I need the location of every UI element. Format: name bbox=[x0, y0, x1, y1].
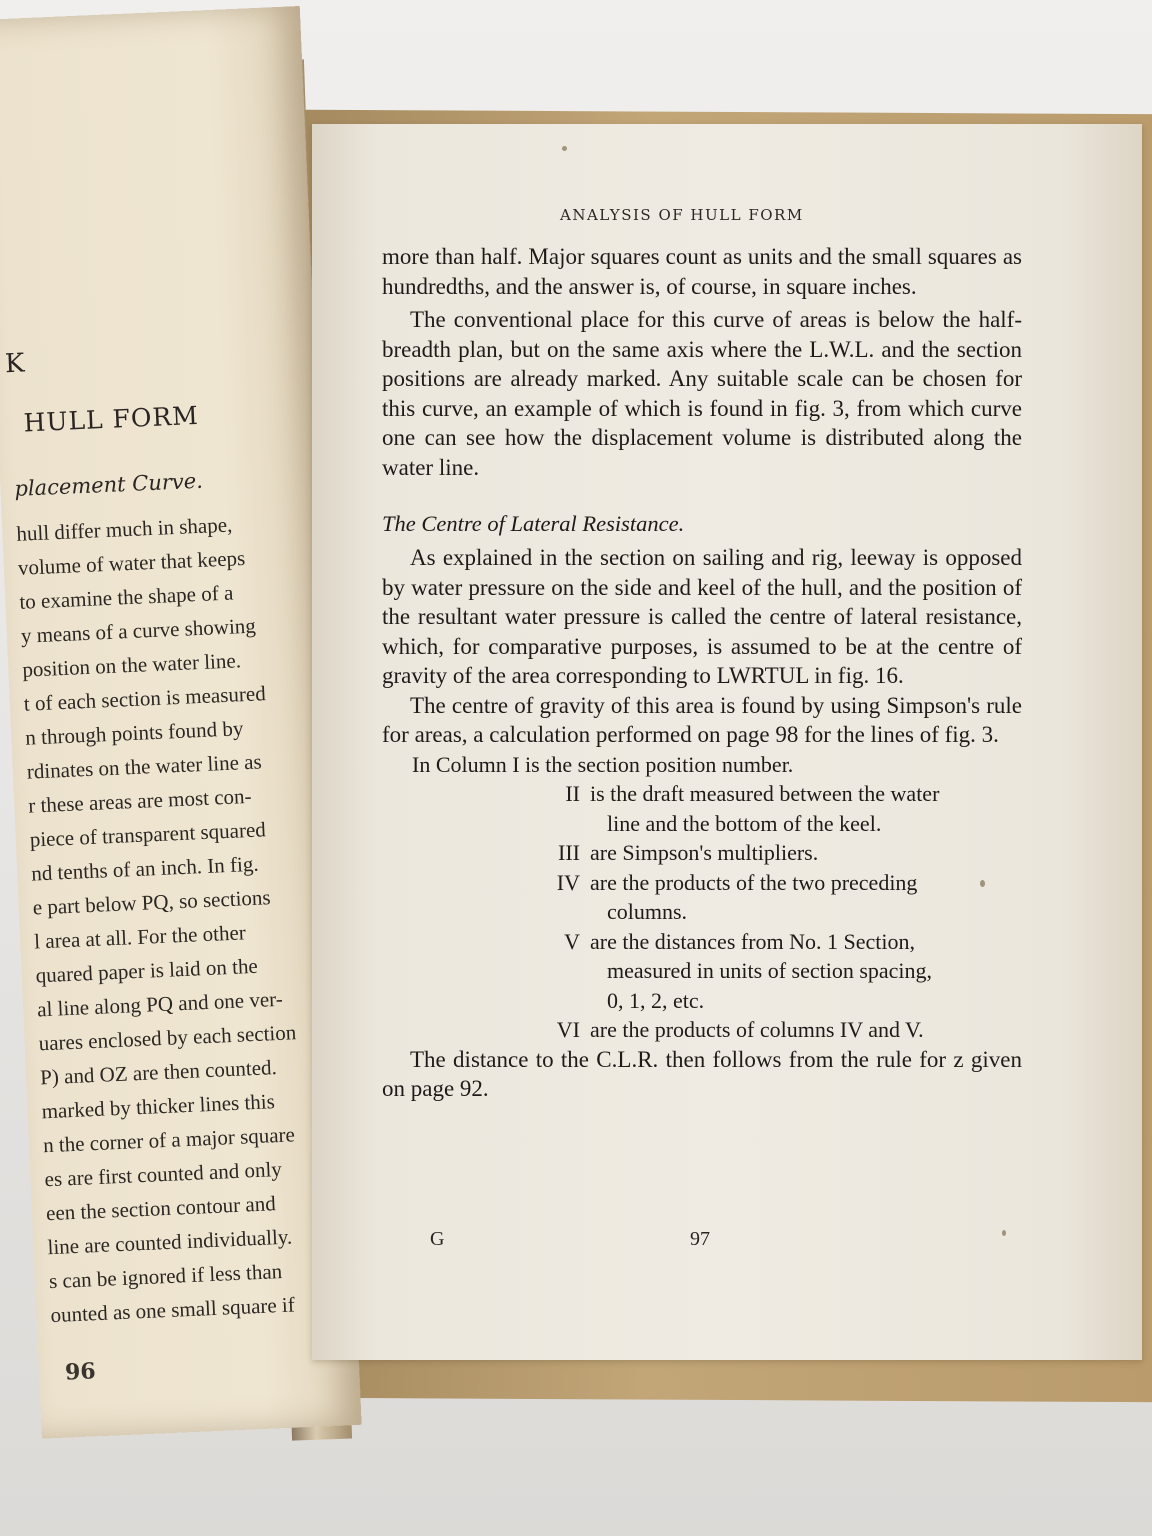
left-page-line: t of each section is measured bbox=[23, 681, 267, 716]
signature-mark: G bbox=[430, 1228, 445, 1250]
column-numeral: II bbox=[565, 781, 580, 806]
left-page-line: piece of transparent squared bbox=[29, 817, 267, 852]
left-page-line: n through points found by bbox=[24, 716, 244, 750]
paragraph-clr: As explained in the section on sailing and rig, leeway is opposed by water pressure on the side and keel of the hull, and the position of the resultant water pressure is called the centre of lateral resistance, which, for comparative purposes, is assumed to be at the centre of gravity of the area corresponding to LWRTUL in fig. 16. bbox=[382, 545, 1022, 688]
left-page-line: ounted as one small square if bbox=[50, 1292, 296, 1328]
paragraph-conclusion: The distance to the C.L.R. then follows from the rule for z given on page 92. bbox=[382, 1046, 1022, 1101]
left-page bbox=[0, 6, 362, 1439]
column-item bbox=[382, 838, 1022, 868]
column-description-continued: 0, 1, 2, etc. bbox=[607, 987, 705, 1013]
running-head: ANALYSIS OF HULL FORM bbox=[560, 206, 804, 224]
column-description: are Simpson's multipliers. bbox=[590, 840, 819, 865]
left-page-line: to examine the shape of a bbox=[18, 580, 234, 614]
section-heading: The Centre of Lateral Resistance. bbox=[382, 511, 685, 536]
column-numeral: III bbox=[558, 840, 580, 865]
left-page-line: quared paper is laid on the bbox=[35, 953, 259, 988]
right-page bbox=[312, 124, 1142, 1360]
left-page-line: r these areas are most con- bbox=[27, 783, 252, 818]
left-page-line: n the corner of a major square bbox=[42, 1122, 296, 1158]
column-numeral: IV bbox=[556, 869, 580, 895]
column-item bbox=[382, 1015, 1022, 1045]
right-page-number: 97 bbox=[690, 1228, 710, 1250]
column-description-continued: line and the bottom of the keel. bbox=[607, 810, 882, 836]
paper-speck bbox=[562, 146, 567, 151]
column-item bbox=[382, 779, 1022, 809]
column-description: are the products of the two preceding bbox=[590, 869, 918, 895]
left-page-line: position on the water line. bbox=[21, 648, 242, 682]
left-page-line: P) and OZ are then counted. bbox=[39, 1055, 278, 1090]
left-page-subheading: placement Curve. bbox=[13, 468, 204, 501]
left-page-number: 96 bbox=[64, 1358, 97, 1386]
paper-speck bbox=[980, 880, 985, 887]
left-page-line: es are first counted and only bbox=[44, 1156, 283, 1192]
left-page-line: volume of water that keeps bbox=[17, 545, 246, 580]
column-intro: In Column I is the section position number. bbox=[412, 751, 794, 777]
column-description-continued: measured in units of section spacing, bbox=[607, 958, 933, 983]
column-description-continued: columns. bbox=[607, 899, 688, 924]
paragraph-simpsons-rule: The centre of gravity of this area is found by using Simpson's rule for areas, a calculation performed on page 98 for the lines of fig. 3. bbox=[382, 692, 1022, 747]
left-page-line: e part below PQ, so sections bbox=[32, 885, 272, 920]
left-page-line: marked by thicker lines this bbox=[41, 1089, 276, 1124]
left-page-line: hull differ much in shape, bbox=[15, 512, 233, 546]
left-page-header: HULL FORM bbox=[22, 400, 200, 438]
left-page-line: een the section contour and bbox=[45, 1191, 277, 1226]
paragraph-continued: more than half. Major squares count as units and the small squares as hundredths, and the answer is, of course, in square inches. bbox=[382, 244, 1022, 299]
right-page-body bbox=[382, 242, 1022, 1104]
left-page-line: rdinates on the water line as bbox=[26, 749, 263, 784]
paragraph-curve-of-areas: The conventional place for this curve of areas is below the half-breadth plan, but on the same axis where the L.W.L. and the section positions are already marked. Any suitable scale can be chosen for this curve, an example of which is found in fig. 3, from which curve one can see how the displacement volume is distributed along the water line. bbox=[382, 307, 1022, 480]
left-page-line: nd tenths of an inch. In fig. bbox=[30, 851, 260, 886]
column-description: is the draft measured between the water bbox=[590, 781, 940, 806]
left-page-line: uares enclosed by each section bbox=[38, 1020, 297, 1056]
column-item bbox=[382, 868, 1022, 898]
column-item bbox=[382, 927, 1022, 957]
left-page-line: al line along PQ and one ver- bbox=[36, 986, 284, 1022]
column-numeral: VI bbox=[556, 1017, 580, 1042]
paper-speck bbox=[1002, 1230, 1006, 1236]
left-page-fragment: K bbox=[4, 348, 26, 380]
column-list bbox=[382, 779, 1022, 1045]
column-description: are the products of columns IV and V. bbox=[590, 1017, 924, 1042]
left-page-line: y means of a curve showing bbox=[20, 613, 257, 648]
left-page-line: line are counted individually. bbox=[47, 1224, 293, 1260]
column-numeral: V bbox=[564, 928, 580, 954]
column-description: are the distances from No. 1 Section, bbox=[590, 928, 916, 954]
left-page-line: l area at all. For the other bbox=[33, 920, 247, 954]
left-page-line: s can be ignored if less than bbox=[48, 1259, 283, 1294]
left-page-text bbox=[16, 504, 351, 1332]
